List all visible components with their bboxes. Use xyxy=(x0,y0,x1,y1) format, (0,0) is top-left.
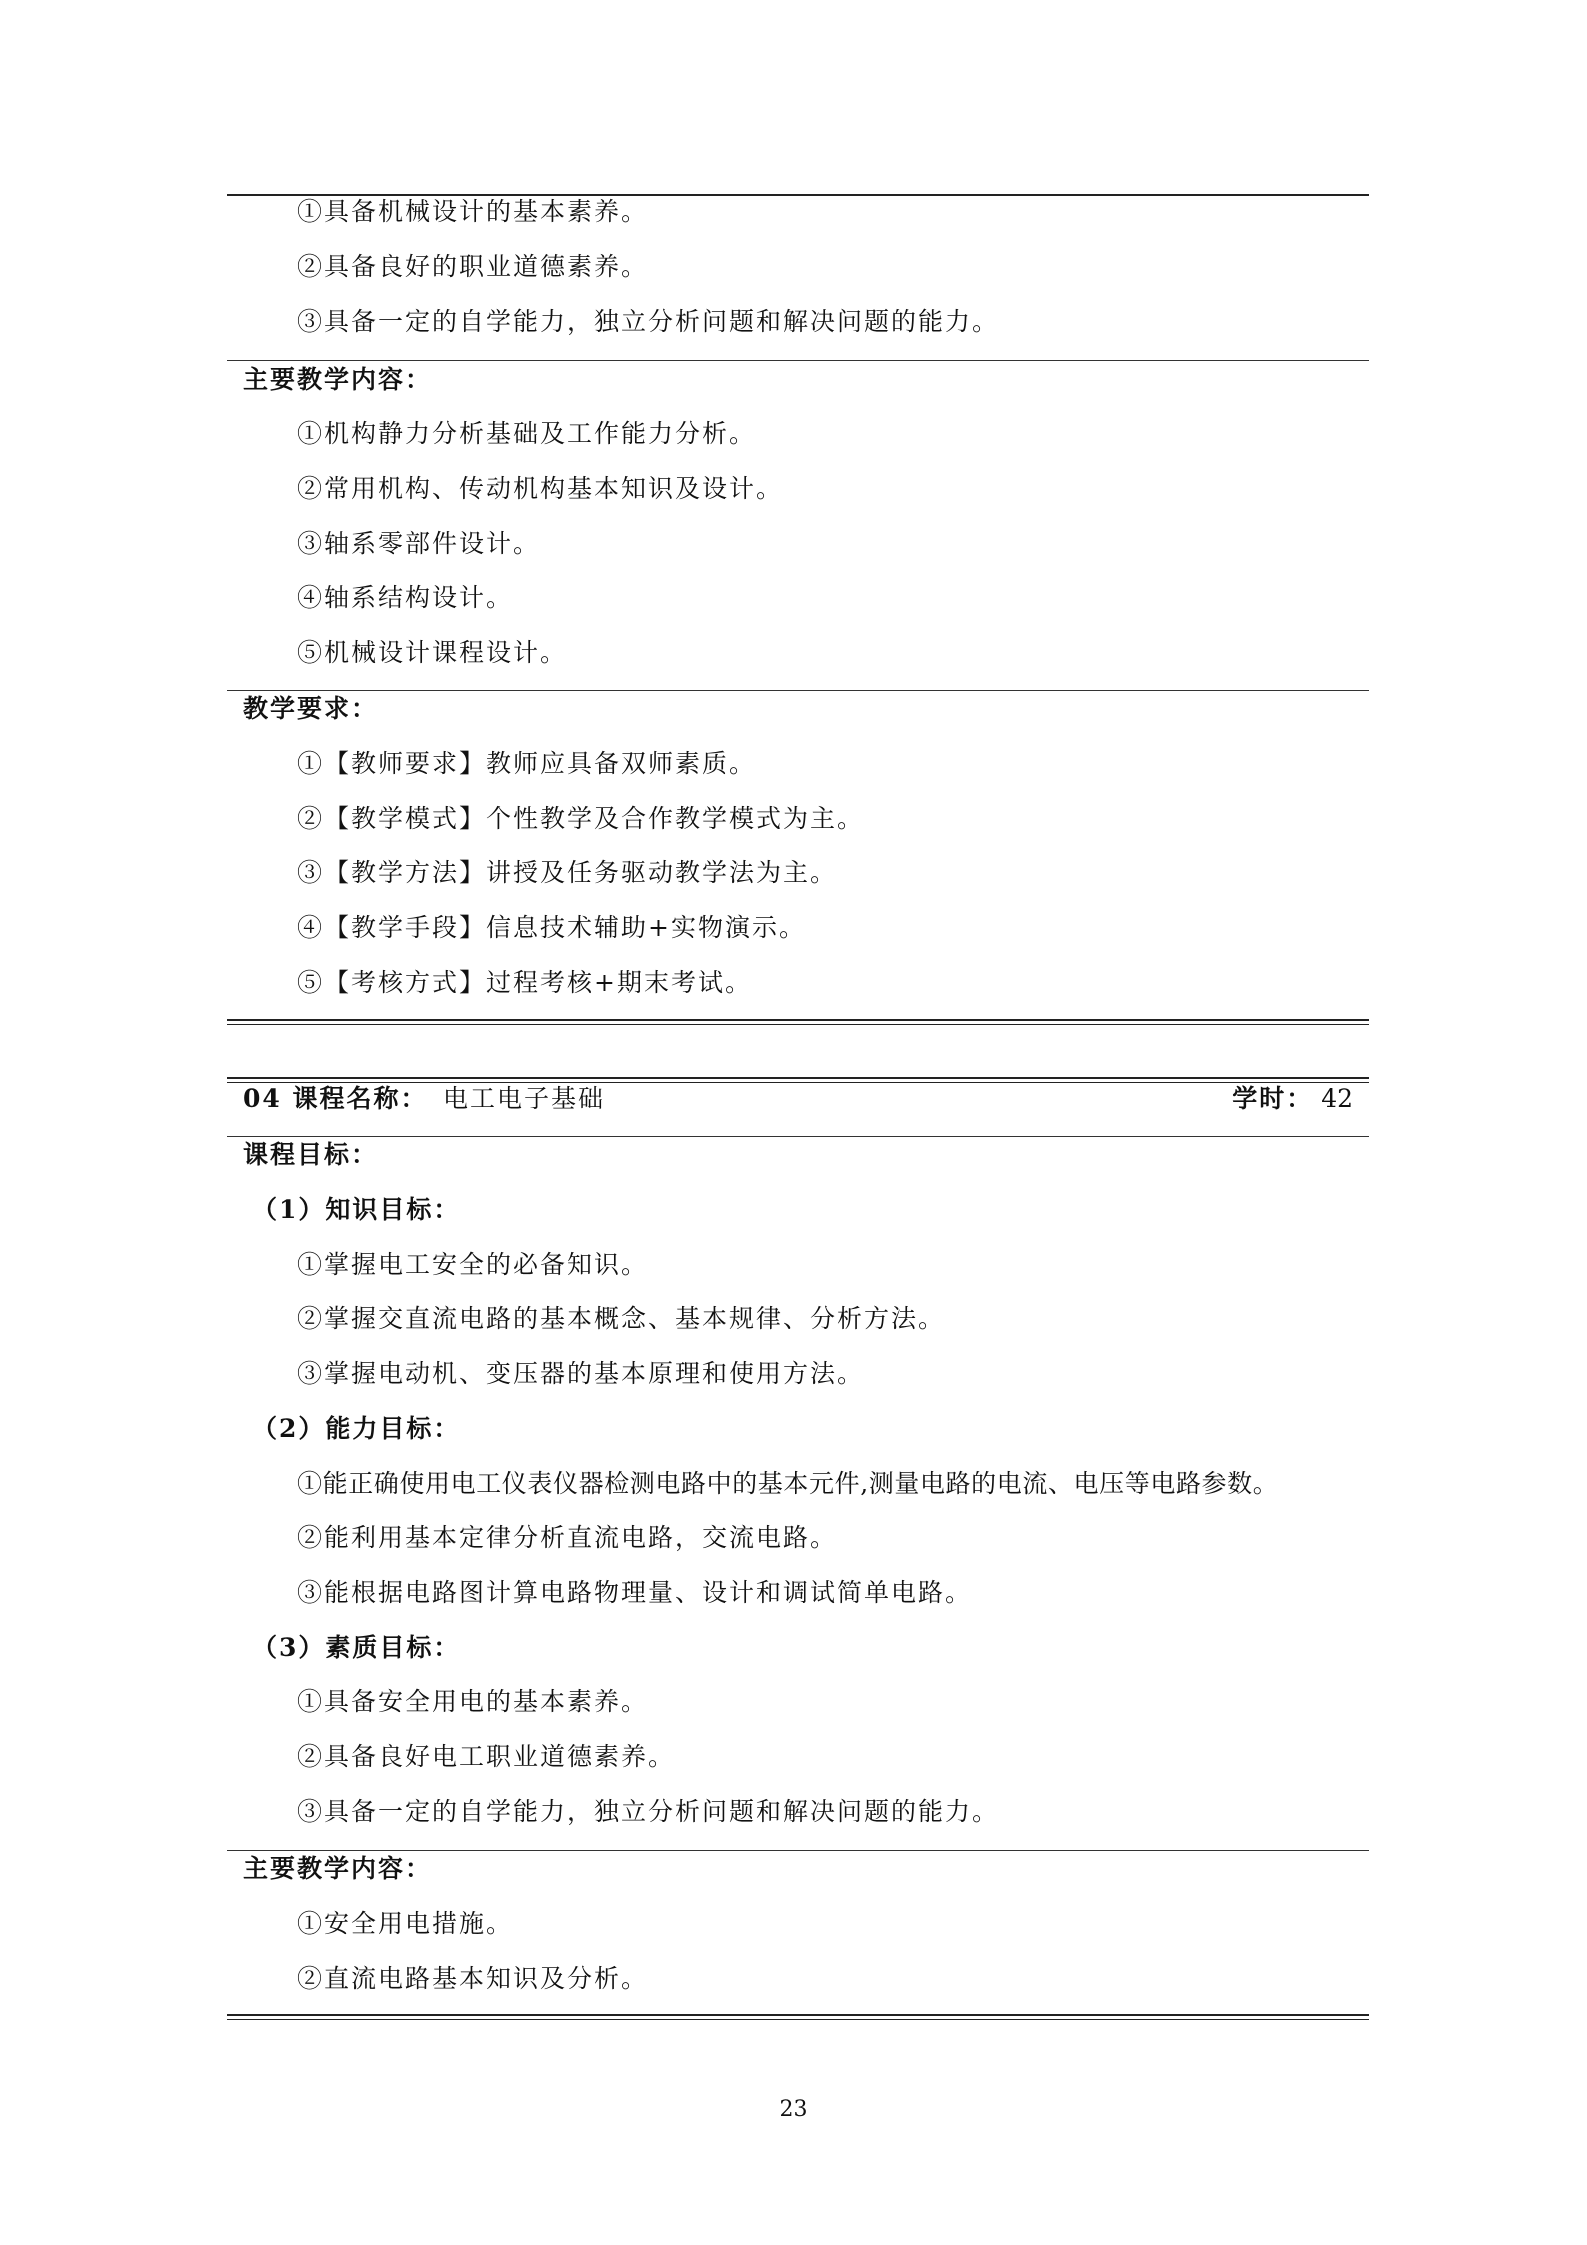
quality-item: ③具备一定的自学能力，独立分析问题和解决问题的能力。 xyxy=(297,307,1000,336)
table-bottom-rule xyxy=(227,2014,1369,2020)
course-hours xyxy=(1232,1084,1353,1114)
requirement-item: ①【教师要求】教师应具备双师素质。 xyxy=(297,749,757,778)
page-number: 23 xyxy=(779,2097,808,2122)
section-divider xyxy=(227,690,1369,691)
ability-item: ①能正确使用电工仪表仪器检测电路中的基本元件,测量电路的电流、电压等电路参数。 xyxy=(297,1469,1279,1498)
content-heading: 主要教学内容： xyxy=(243,365,433,394)
quality-heading: （3）素质目标： xyxy=(252,1633,461,1662)
quality-item: ①具备安全用电的基本素养。 xyxy=(297,1687,649,1716)
knowledge-item: ①掌握电工安全的必备知识。 xyxy=(297,1250,649,1279)
requirements-heading: 教学要求： xyxy=(243,694,379,723)
section-divider xyxy=(227,360,1369,361)
requirement-item: ②【教学模式】个性教学及合作教学模式为主。 xyxy=(297,804,865,833)
content-item: ①机构静力分析基础及工作能力分析。 xyxy=(297,419,757,448)
knowledge-item: ③掌握电动机、变压器的基本原理和使用方法。 xyxy=(297,1359,865,1388)
knowledge-heading: （1）知识目标： xyxy=(252,1195,461,1224)
ability-item: ③能根据电路图计算电路物理量、设计和调试简单电路。 xyxy=(297,1578,973,1607)
content-heading: 主要教学内容： xyxy=(243,1854,433,1883)
course-name: 电工电子基础 xyxy=(443,1084,606,1113)
knowledge-item: ②掌握交直流电路的基本概念、基本规律、分析方法。 xyxy=(297,1304,946,1333)
table-top-rule xyxy=(227,1077,1369,1083)
content-item: ②常用机构、传动机构基本知识及设计。 xyxy=(297,474,784,503)
content-item: ②直流电路基本知识及分析。 xyxy=(297,1964,649,1993)
requirement-item: ③【教学方法】讲授及任务驱动教学法为主。 xyxy=(297,858,838,887)
goals-heading: 课程目标： xyxy=(243,1140,379,1169)
content-item: ⑤机械设计课程设计。 xyxy=(297,638,568,667)
hours-value: 42 xyxy=(1321,1084,1353,1113)
quality-item: ③具备一定的自学能力，独立分析问题和解决问题的能力。 xyxy=(297,1797,1000,1826)
content-item: ④轴系结构设计。 xyxy=(297,583,514,612)
quality-item: ②具备良好电工职业道德素养。 xyxy=(297,1742,676,1771)
table-bottom-rule xyxy=(227,1019,1369,1025)
requirement-item: ④【教学手段】信息技术辅助+实物演示。 xyxy=(297,913,806,942)
content-item: ③轴系零部件设计。 xyxy=(297,529,541,558)
course-title-row xyxy=(243,1084,1353,1114)
ability-item: ②能利用基本定律分析直流电路，交流电路。 xyxy=(297,1523,838,1552)
ability-heading: （2）能力目标： xyxy=(252,1414,461,1443)
requirement-item: ⑤【考核方式】过程考核+期末考试。 xyxy=(297,968,752,997)
table-top-rule xyxy=(227,194,1369,196)
section-divider xyxy=(227,1850,1369,1851)
content-item: ①安全用电措施。 xyxy=(297,1909,514,1938)
quality-item: ①具备机械设计的基本素养。 xyxy=(297,197,649,226)
course-name-label: 04 课程名称： xyxy=(243,1084,428,1113)
hours-label: 学时： xyxy=(1232,1084,1314,1113)
quality-item: ②具备良好的职业道德素养。 xyxy=(297,252,649,281)
section-divider xyxy=(227,1136,1369,1137)
